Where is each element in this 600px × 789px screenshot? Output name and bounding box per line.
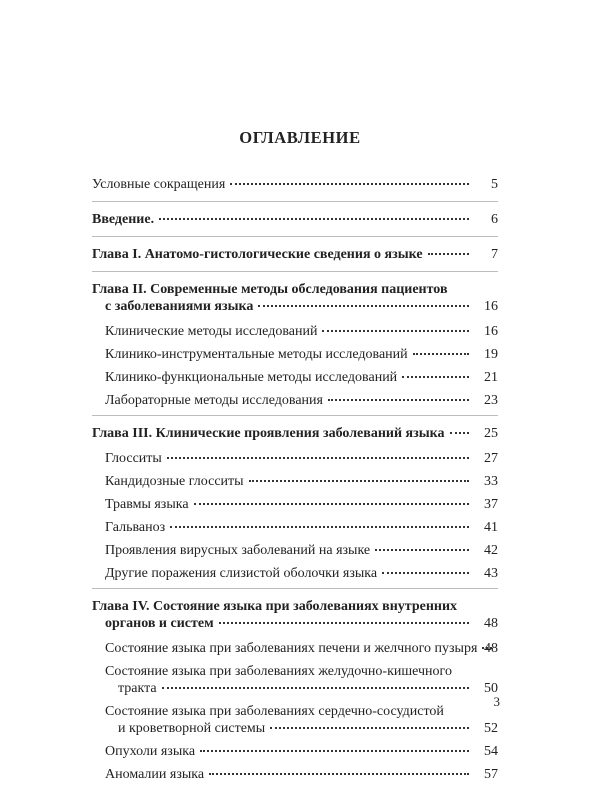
toc-entry [105, 496, 498, 513]
dot-leader [322, 330, 469, 332]
toc-entry [92, 176, 498, 193]
toc-entry-title: Состояние языка при заболеваниях сердечно-сосудистой [105, 704, 444, 719]
toc-entry-title: Состояние языка при заболеваниях печени и желчного пузыря [105, 641, 478, 656]
toc-entry-title: Кандидозные глосситы [105, 474, 244, 489]
section-divider [92, 201, 498, 202]
toc-entry-title: тракта [118, 681, 157, 696]
toc-entry-title: Глосситы [105, 451, 162, 466]
dot-leader [270, 727, 469, 729]
toc-entry [92, 598, 498, 632]
toc-page-number: 5 [491, 177, 498, 192]
toc-page-number: 42 [484, 543, 498, 558]
toc-page-number: 16 [484, 299, 498, 314]
page-number: 3 [493, 694, 500, 709]
toc-page-number: 7 [491, 247, 498, 262]
section-divider [92, 236, 498, 237]
toc-page-number: 25 [484, 426, 498, 441]
dot-leader [159, 218, 469, 220]
toc-entry [105, 663, 498, 697]
toc-entry [105, 640, 498, 657]
toc-page-number: 54 [484, 744, 498, 759]
toc-entry-title: Клинические методы исследований [105, 324, 318, 339]
dot-leader [194, 503, 469, 505]
toc-entry-title: Лабораторные методы исследования [105, 393, 323, 408]
toc-entry-title: Травмы языка [105, 497, 189, 512]
section-divider [92, 415, 498, 416]
toc-entry-title: Гальваноз [105, 520, 166, 535]
toc-entry-title: Глава II. Современные методы обследования пациентов [92, 282, 448, 297]
toc-page-number: 57 [484, 767, 498, 782]
dot-leader [428, 253, 469, 255]
toc-entry-title: Другие поражения слизистой оболочки языка [105, 566, 378, 581]
section-divider [92, 588, 498, 589]
toc-entry [105, 473, 498, 490]
toc-page-number: 52 [484, 721, 498, 736]
toc-entry [105, 346, 498, 363]
toc-entry-title: Глава IV. Состояние языка при заболеваниях внутренних [92, 599, 458, 614]
toc-entry [105, 703, 498, 737]
toc-page-number: 16 [484, 324, 498, 339]
toc-entry [92, 425, 498, 442]
toc-entry [105, 519, 498, 536]
dot-leader [249, 480, 469, 482]
dot-leader [402, 376, 469, 378]
toc-entry [105, 743, 498, 760]
toc-page-number: 23 [484, 393, 498, 408]
dot-leader [328, 399, 469, 401]
dot-leader [258, 305, 469, 307]
dot-leader [382, 572, 469, 574]
toc-entry-title: Аномалии языка [105, 767, 205, 782]
dot-leader [450, 432, 469, 434]
toc-page-number: 50 [484, 681, 498, 696]
toc-entry [105, 542, 498, 559]
dot-leader [219, 622, 469, 624]
toc-entry-title: Глава I. Анатомо-гистологические сведения о языке [92, 247, 423, 262]
toc-page-number: 6 [491, 212, 498, 227]
toc-entry [105, 766, 498, 783]
toc-entry-title: с заболеваниями языка [105, 299, 254, 314]
toc-page-number: 41 [484, 520, 498, 535]
toc-page-number: 43 [484, 566, 498, 581]
dot-leader [167, 457, 469, 459]
page-title: ОГЛАВЛЕНИЕ [239, 128, 361, 147]
dot-leader [230, 183, 469, 185]
toc-entry [92, 211, 498, 228]
toc-page-number: 48 [484, 616, 498, 631]
toc-page-number: 21 [484, 370, 498, 385]
toc-entry-title: Клинико-инструментальные методы исследований [105, 347, 408, 362]
toc-entry [92, 246, 498, 263]
toc-page-number: 27 [484, 451, 498, 466]
dot-leader [200, 750, 469, 752]
dot-leader [162, 687, 469, 689]
dot-leader [413, 353, 469, 355]
toc-entry [105, 369, 498, 386]
section-divider [92, 271, 498, 272]
toc-entry [105, 450, 498, 467]
dot-leader [170, 526, 469, 528]
dot-leader [375, 549, 469, 551]
toc-page-number: 33 [484, 474, 498, 489]
toc-page-number: 37 [484, 497, 498, 512]
toc-entry [105, 565, 498, 582]
toc-entry [92, 281, 498, 315]
table-of-contents [92, 176, 498, 789]
dot-leader [209, 773, 469, 775]
toc-page-number: 48 [484, 641, 498, 656]
toc-entry-title: Опухоли языка [105, 744, 196, 759]
toc-entry-title: Состояние языка при заболеваниях желудочно-кишечного [105, 664, 452, 679]
toc-entry-title: Глава III. Клинические проявления заболеваний языка [92, 426, 445, 441]
toc-entry-title: Введение. [92, 212, 155, 227]
toc-entry-title: Проявления вирусных заболеваний на языке [105, 543, 371, 558]
toc-entry-title: Условные сокращения [92, 177, 226, 192]
toc-entry-title: Клинико-функциональные методы исследований [105, 370, 398, 385]
toc-entry [105, 392, 498, 409]
toc-entry-title: органов и систем [105, 616, 214, 631]
toc-entry [105, 323, 498, 340]
toc-page-number: 19 [484, 347, 498, 362]
toc-entry-title: и кроветворной системы [118, 721, 266, 736]
